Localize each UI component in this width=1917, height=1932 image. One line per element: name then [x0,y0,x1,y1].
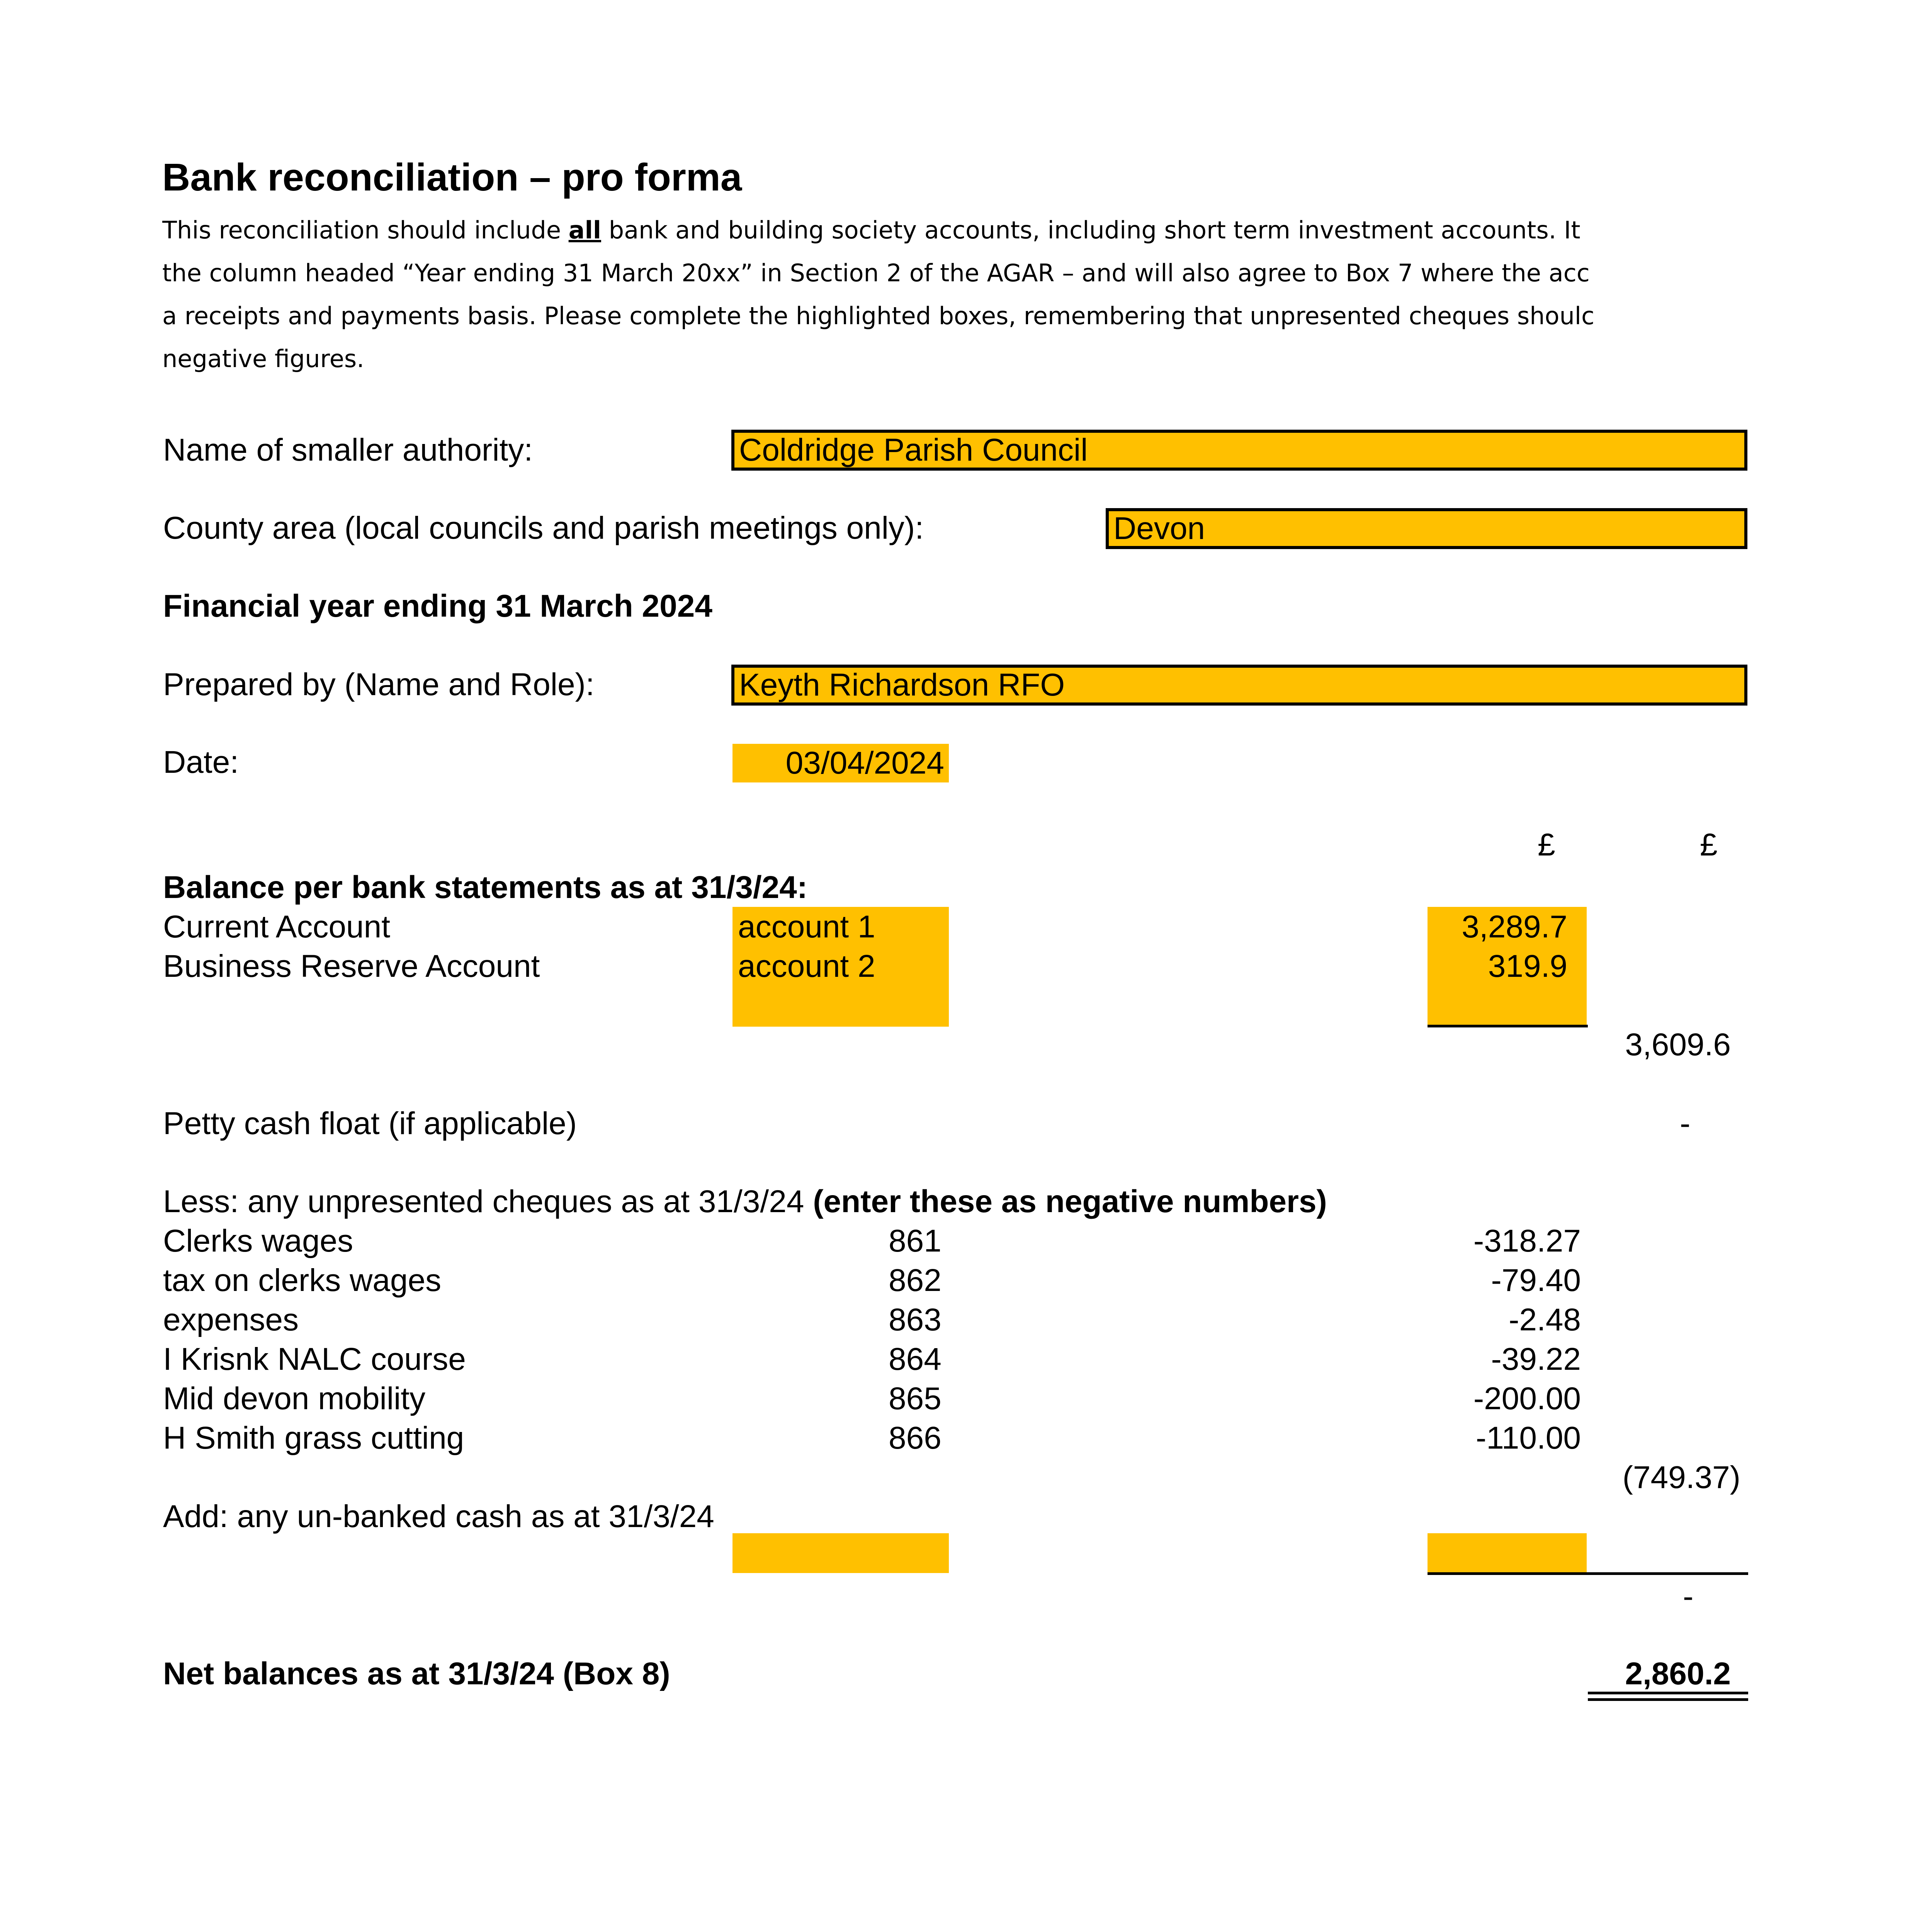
petty-cash-label: Petty cash float (if applicable) [163,1106,577,1141]
account-ref-1[interactable]: account 1 [738,909,875,944]
unpresented-heading-note: (enter these as negative numbers) [813,1184,1327,1219]
cheque-amount: -79.40 [1491,1263,1581,1298]
petty-cash-value: - [1680,1106,1691,1141]
page-title: Bank reconciliation – pro forma [162,156,742,199]
cheque-payee: Mid devon mobility [163,1381,426,1416]
county-field[interactable]: Devon [1106,508,1747,549]
cheque-payee: tax on clerks wages [163,1263,442,1298]
account-amount-2[interactable]: 319.9 [1488,949,1567,984]
cheque-amount: -110.00 [1475,1420,1581,1456]
unbanked-ref-field[interactable] [732,1533,949,1573]
cheque-number: 865 [889,1381,942,1416]
intro-line-3: a receipts and payments basis. Please complete the highlighted boxes, remembering that unpresented cheques shoulc [162,302,1595,330]
cheque-number: 863 [889,1302,942,1337]
authority-field[interactable]: Coldridge Parish Council [731,430,1747,471]
net-balance-label: Net balances as at 31/3/24 (Box 8) [163,1656,670,1691]
unpresented-heading-text: Less: any unpresented cheques as at 31/3/24 [163,1184,813,1219]
balances-heading: Balance per bank statements as at 31/3/24: [163,870,808,905]
prepared-by-field[interactable]: Keyth Richardson RFO [731,665,1747,706]
date-label: Date: [163,745,239,780]
unbanked-rule [1428,1572,1748,1575]
net-balance-double-rule-top [1588,1692,1748,1694]
prepared-by-label: Prepared by (Name and Role): [163,667,595,702]
cheque-number: 864 [889,1342,942,1377]
currency-header-total: £ [1700,827,1718,862]
net-balance-value: 2,860.2 [1625,1656,1731,1691]
cheque-payee: Clerks wages [163,1223,353,1259]
account-name-2: Business Reserve Account [163,949,540,984]
intro-line-4: negative figures. [162,345,364,373]
unpresented-heading [163,1184,1327,1220]
cheque-amount: -318.27 [1473,1223,1581,1259]
cheque-payee: H Smith grass cutting [163,1420,464,1456]
currency-header-detail: £ [1538,827,1555,862]
account-ref-2[interactable]: account 2 [738,949,875,984]
cheque-payee: expenses [163,1302,299,1337]
financial-year: Financial year ending 31 March 2024 [163,588,712,624]
county-label: County area (local councils and parish meetings only): [163,510,924,546]
cheque-number: 861 [889,1223,942,1259]
account-amount-1[interactable]: 3,289.7 [1462,909,1567,944]
cheque-amount: -200.00 [1473,1381,1581,1416]
unbanked-label: Add: any un-banked cash as at 31/3/24 [163,1499,714,1534]
subtotal-rule [1428,1025,1588,1027]
intro-line-2: the column headed “Year ending 31 March 20xx” in Section 2 of the AGAR – and will also agree to Box 7 where the acc [162,259,1590,287]
date-field[interactable]: 03/04/2024 [732,744,949,782]
intro-line-1-end: bank and building society accounts, including short term investment accounts. It [601,216,1581,244]
cheque-payee: I Krisnk NALC course [163,1342,466,1377]
net-balance-double-rule-bottom [1588,1698,1748,1701]
intro-emphasis: all [568,216,602,244]
account-name-1: Current Account [163,909,390,944]
unbanked-amount-field[interactable] [1428,1533,1587,1573]
balances-subtotal: 3,609.6 [1625,1027,1731,1062]
unbanked-value: - [1683,1579,1694,1614]
cheque-number: 866 [889,1420,942,1456]
authority-label: Name of smaller authority: [163,432,533,468]
intro-paragraph [162,209,1754,380]
intro-line-1-start: This reconciliation should include [162,216,569,244]
cheque-amount: -2.48 [1509,1302,1581,1337]
intro-line-1 [162,209,1754,252]
cheque-amount: -39.22 [1491,1342,1581,1377]
cheque-number: 862 [889,1263,942,1298]
unpresented-total: (749.37) [1622,1460,1740,1495]
